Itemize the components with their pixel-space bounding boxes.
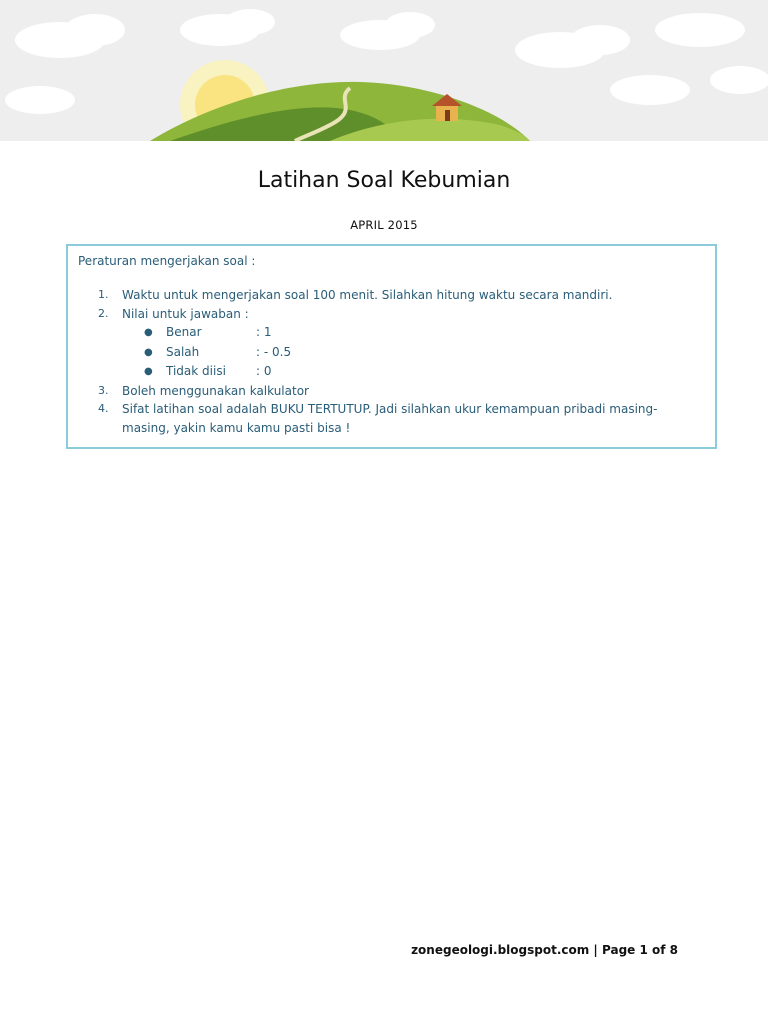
rule-text: Sifat latihan soal adalah BUKU TERTUTUP. Jadi silahkan ukur kemampuan pribadi masing-masing, yakin kamu kamu pasti bisa ! <box>122 402 658 435</box>
rules-heading: Peraturan mengerjakan soal : <box>78 254 256 268</box>
score-name: Salah <box>166 344 200 359</box>
bullet-icon: ● <box>144 327 153 338</box>
rule-number: 2. <box>98 306 109 320</box>
rule-item <box>98 382 705 401</box>
hill-landscape-illustration <box>0 0 768 141</box>
score-item <box>144 362 705 382</box>
rules-box <box>66 244 717 449</box>
rule-item <box>98 286 705 305</box>
rule-item <box>98 305 705 382</box>
score-name: Benar <box>166 325 202 339</box>
rule-text: Nilai untuk jawaban : <box>122 306 249 321</box>
rule-text: Waktu untuk mengerjakan soal 100 menit. Silahkan hitung waktu secara mandiri. <box>122 288 613 302</box>
footer-site-link[interactable]: zonegeologi.blogspot.com <box>411 943 590 957</box>
score-value: : 0 <box>256 364 272 378</box>
header-banner <box>0 0 768 141</box>
score-item <box>144 323 705 343</box>
rule-item <box>98 400 705 437</box>
score-value: : 1 <box>256 325 272 339</box>
score-list <box>122 323 705 382</box>
score-value: : - 0.5 <box>256 344 292 359</box>
rule-number: 3. <box>98 383 109 397</box>
bullet-icon: ● <box>144 346 153 358</box>
document-date: APRIL 2015 <box>350 218 418 232</box>
page-footer <box>411 943 678 957</box>
document-title: Latihan Soal Kebumian <box>257 168 511 193</box>
rule-number: 4. <box>98 402 109 415</box>
footer-page-number: Page 1 of 8 <box>602 943 678 957</box>
rule-text: Boleh menggunakan kalkulator <box>122 383 309 398</box>
rules-list <box>78 286 705 437</box>
score-name: Tidak diisi <box>166 364 226 378</box>
score-item <box>144 343 705 363</box>
bullet-icon: ● <box>144 366 153 377</box>
footer-separator: | <box>593 943 598 957</box>
rule-number: 1. <box>98 288 109 301</box>
